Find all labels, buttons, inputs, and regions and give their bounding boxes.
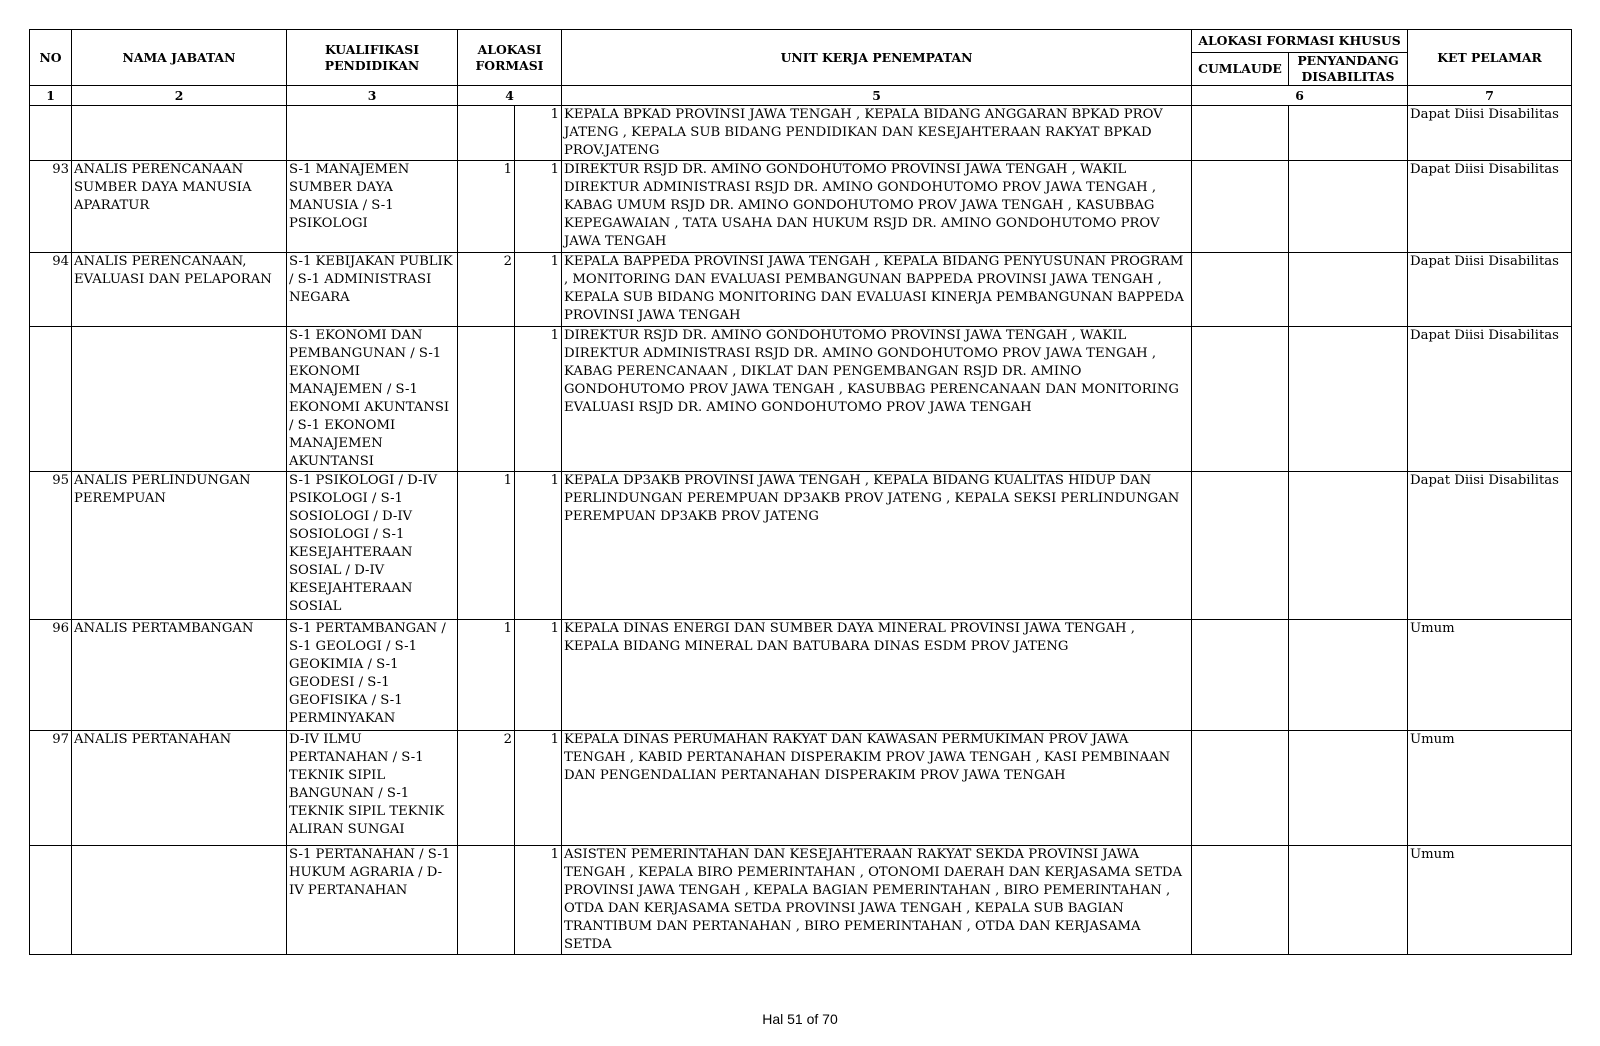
cell-ket: Dapat Diisi Disabilitas <box>1408 472 1572 620</box>
cell-alokasi <box>458 327 515 472</box>
cell-unit-kerja: KEPALA DINAS PERUMAHAN RAKYAT DAN KAWASAN PERMUKIMAN PROV JAWA TENGAH , KABID PERTANAHAN DISPERAKIM PROV JAWA TENGAH , KASI PEMBINAAN DAN PENGENDALIAN PERTANAHAN DISPERAKIM PROV JAWA TENGAH <box>562 731 1192 846</box>
cell-alokasi <box>458 846 515 955</box>
table-row <box>30 327 1572 472</box>
cell-jabatan <box>72 846 287 955</box>
cell-disabilitas <box>1289 731 1408 846</box>
cell-alokasi <box>458 106 515 161</box>
cell-alokasi: 1 <box>458 472 515 620</box>
cell-no: 96 <box>30 620 72 731</box>
cell-jabatan: ANALIS PERTANAHAN <box>72 731 287 846</box>
formasi-table <box>29 29 1572 955</box>
cell-ket: Dapat Diisi Disabilitas <box>1408 106 1572 161</box>
cell-alokasi-unit: 1 <box>515 161 562 253</box>
column-number: 1 <box>30 86 72 106</box>
cell-no: 95 <box>30 472 72 620</box>
cell-no: 94 <box>30 253 72 327</box>
cell-ket: Umum <box>1408 620 1572 731</box>
column-number: 4 <box>458 86 562 106</box>
cell-pendidikan <box>287 106 458 161</box>
cell-no: 93 <box>30 161 72 253</box>
cell-cumlaude <box>1192 620 1289 731</box>
header-ket: KET PELAMAR <box>1408 30 1572 86</box>
cell-pendidikan: S-1 PSIKOLOGI / D-IV PSIKOLOGI / S-1 SOSIOLOGI / D-IV SOSIOLOGI / S-1 KESEJAHTERAAN SOSIAL / D-IV KESEJAHTERAAN SOSIAL <box>287 472 458 620</box>
column-number: 7 <box>1408 86 1572 106</box>
cell-cumlaude <box>1192 106 1289 161</box>
cell-no <box>30 846 72 955</box>
header-alokasi: ALOKASI FORMASI <box>458 30 562 86</box>
table-row <box>30 846 1572 955</box>
cell-pendidikan: S-1 EKONOMI DAN PEMBANGUNAN / S-1 EKONOMI MANAJEMEN / S-1 EKONOMI AKUNTANSI / S-1 EKONOMI MANAJEMEN AKUNTANSI <box>287 327 458 472</box>
cell-jabatan: ANALIS PERENCANAAN, EVALUASI DAN PELAPORAN <box>72 253 287 327</box>
cell-disabilitas <box>1289 106 1408 161</box>
header-cumlaude: CUMLAUDE <box>1192 53 1289 86</box>
header-unit-kerja: UNIT KERJA PENEMPATAN <box>562 30 1192 86</box>
cell-disabilitas <box>1289 846 1408 955</box>
header-penyandang: PENYANDANG DISABILITAS <box>1289 53 1408 86</box>
cell-pendidikan: D-IV ILMU PERTANAHAN / S-1 TEKNIK SIPIL BANGUNAN / S-1 TEKNIK SIPIL TEKNIK ALIRAN SUNGAI <box>287 731 458 846</box>
cell-no <box>30 106 72 161</box>
cell-pendidikan: S-1 KEBIJAKAN PUBLIK / S-1 ADMINISTRASI NEGARA <box>287 253 458 327</box>
cell-unit-kerja: DIREKTUR RSJD DR. AMINO GONDOHUTOMO PROVINSI JAWA TENGAH , WAKIL DIREKTUR ADMINISTRASI RSJD DR. AMINO GONDOHUTOMO PROV JAWA TENGAH , KABAG UMUM RSJD DR. AMINO GONDOHUTOMO PROV JAWA TENGAH , KASUBBAG KEPEGAWAIAN , TATA USAHA DAN HUKUM RSJD DR. AMINO GONDOHUTOMO PROV JAWA TENGAH <box>562 161 1192 253</box>
column-number: 2 <box>72 86 287 106</box>
cell-disabilitas <box>1289 472 1408 620</box>
cell-jabatan: ANALIS PERTAMBANGAN <box>72 620 287 731</box>
cell-unit-kerja: ASISTEN PEMERINTAHAN DAN KESEJAHTERAAN RAKYAT SEKDA PROVINSI JAWA TENGAH , KEPALA BIRO PEMERINTAHAN , OTONOMI DAERAH DAN KERJASAMA SETDA PROVINSI JAWA TENGAH , KEPALA BAGIAN PEMERINTAHAN , BIRO PEMERINTAHAN , OTDA DAN KERJASAMA SETDA PROVINSI JAWA TENGAH , KEPALA SUB BAGIAN TRANTIBUM DAN PERTANAHAN , BIRO PEMERINTAHAN , OTDA DAN KERJASAMA SETDA <box>562 846 1192 955</box>
cell-alokasi-unit: 1 <box>515 327 562 472</box>
page-number: Hal 51 of 70 <box>762 1011 838 1027</box>
cell-jabatan <box>72 327 287 472</box>
cell-no: 97 <box>30 731 72 846</box>
cell-pendidikan: S-1 MANAJEMEN SUMBER DAYA MANUSIA / S-1 PSIKOLOGI <box>287 161 458 253</box>
cell-alokasi-unit: 1 <box>515 620 562 731</box>
cell-ket: Dapat Diisi Disabilitas <box>1408 327 1572 472</box>
cell-cumlaude <box>1192 161 1289 253</box>
column-number: 6 <box>1192 86 1408 106</box>
cell-alokasi: 1 <box>458 620 515 731</box>
header-no: NO <box>30 30 72 86</box>
cell-alokasi: 2 <box>458 253 515 327</box>
header-alokasi-khusus: ALOKASI FORMASI KHUSUS <box>1192 30 1408 53</box>
header-kualifikasi: KUALIFIKASI PENDIDIKAN <box>287 30 458 86</box>
cell-ket: Umum <box>1408 846 1572 955</box>
column-number: 5 <box>562 86 1192 106</box>
cell-unit-kerja: KEPALA DP3AKB PROVINSI JAWA TENGAH , KEPALA BIDANG KUALITAS HIDUP DAN PERLINDUNGAN PEREMPUAN DP3AKB PROV JATENG , KEPALA SEKSI PERLINDUNGAN PEREMPUAN DP3AKB PROV JATENG <box>562 472 1192 620</box>
cell-unit-kerja: DIREKTUR RSJD DR. AMINO GONDOHUTOMO PROVINSI JAWA TENGAH , WAKIL DIREKTUR ADMINISTRASI RSJD DR. AMINO GONDOHUTOMO PROV JAWA TENGAH , KABAG PERENCANAAN , DIKLAT DAN PENGEMBANGAN RSJD DR. AMINO GONDOHUTOMO PROV JAWA TENGAH , KASUBBAG PERENCANAAN DAN MONITORING EVALUASI RSJD DR. AMINO GONDOHUTOMO PROV JAWA TENGAH <box>562 327 1192 472</box>
cell-cumlaude <box>1192 846 1289 955</box>
cell-jabatan: ANALIS PERENCANAAN SUMBER DAYA MANUSIA APARATUR <box>72 161 287 253</box>
cell-cumlaude <box>1192 731 1289 846</box>
cell-alokasi: 2 <box>458 731 515 846</box>
cell-disabilitas <box>1289 620 1408 731</box>
cell-ket: Dapat Diisi Disabilitas <box>1408 161 1572 253</box>
table-row <box>30 161 1572 253</box>
cell-alokasi-unit: 1 <box>515 846 562 955</box>
cell-unit-kerja: KEPALA DINAS ENERGI DAN SUMBER DAYA MINERAL PROVINSI JAWA TENGAH , KEPALA BIDANG MINERAL DAN BATUBARA DINAS ESDM PROV JATENG <box>562 620 1192 731</box>
header-nama-jabatan: NAMA JABATAN <box>72 30 287 86</box>
cell-cumlaude <box>1192 253 1289 327</box>
cell-disabilitas <box>1289 253 1408 327</box>
cell-alokasi: 1 <box>458 161 515 253</box>
table-row <box>30 620 1572 731</box>
cell-no <box>30 327 72 472</box>
cell-unit-kerja: KEPALA BAPPEDA PROVINSI JAWA TENGAH , KEPALA BIDANG PENYUSUNAN PROGRAM , MONITORING DAN EVALUASI PEMBANGUNAN BAPPEDA PROVINSI JAWA TENGAH , KEPALA SUB BIDANG MONITORING DAN EVALUASI KINERJA PEMBANGUNAN BAPPEDA PROVINSI JAWA TENGAH <box>562 253 1192 327</box>
cell-disabilitas <box>1289 161 1408 253</box>
table-row <box>30 106 1572 161</box>
cell-unit-kerja: KEPALA BPKAD PROVINSI JAWA TENGAH , KEPALA BIDANG ANGGARAN BPKAD PROV JATENG , KEPALA SUB BIDANG PENDIDIKAN DAN KESEJAHTERAAN RAKYAT BPKAD PROV.JATENG <box>562 106 1192 161</box>
cell-jabatan: ANALIS PERLINDUNGAN PEREMPUAN <box>72 472 287 620</box>
table-row <box>30 253 1572 327</box>
cell-alokasi-unit: 1 <box>515 253 562 327</box>
cell-cumlaude <box>1192 472 1289 620</box>
cell-pendidikan: S-1 PERTANAHAN / S-1 HUKUM AGRARIA / D-IV PERTANAHAN <box>287 846 458 955</box>
cell-disabilitas <box>1289 327 1408 472</box>
cell-alokasi-unit: 1 <box>515 106 562 161</box>
cell-alokasi-unit: 1 <box>515 731 562 846</box>
cell-jabatan <box>72 106 287 161</box>
table-row <box>30 472 1572 620</box>
table-row <box>30 731 1572 846</box>
cell-alokasi-unit: 1 <box>515 472 562 620</box>
cell-ket: Umum <box>1408 731 1572 846</box>
column-number: 3 <box>287 86 458 106</box>
cell-ket: Dapat Diisi Disabilitas <box>1408 253 1572 327</box>
cell-pendidikan: S-1 PERTAMBANGAN / S-1 GEOLOGI / S-1 GEOKIMIA / S-1 GEODESI / S-1 GEOFISIKA / S-1 PERMINYAKAN <box>287 620 458 731</box>
cell-cumlaude <box>1192 327 1289 472</box>
